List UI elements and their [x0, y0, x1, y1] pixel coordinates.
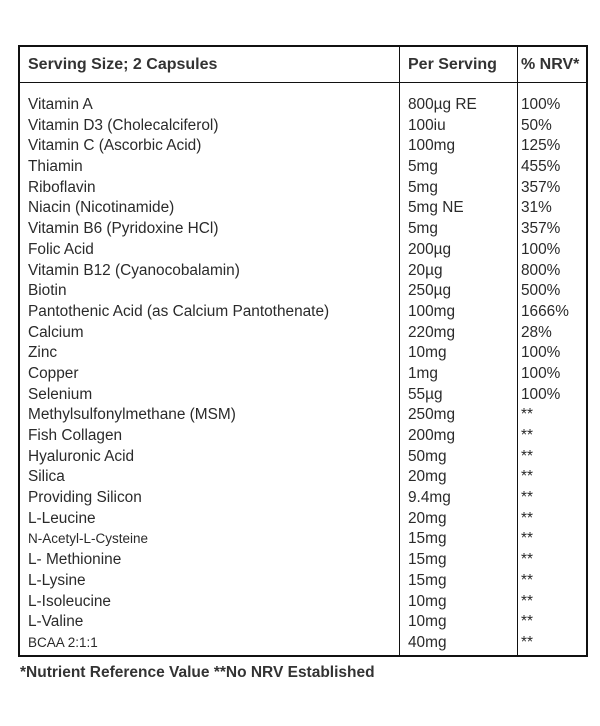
nrv-value: 50% [521, 116, 552, 134]
table-row [20, 612, 586, 633]
nrv-value: ** [521, 530, 533, 548]
per-serving-amount: 1mg [408, 364, 438, 382]
nrv-value: ** [521, 613, 533, 631]
nrv-value: ** [521, 427, 533, 444]
per-serving-amount: 55µg [408, 385, 443, 403]
ingredient-name: Vitamin C (Ascorbic Acid) [28, 137, 202, 155]
ingredient-name: Copper [28, 364, 79, 382]
nrv-value: 100% [521, 364, 561, 382]
table-row [20, 281, 586, 302]
table-row [20, 509, 586, 530]
nrv-value: 357% [521, 220, 561, 238]
ingredient-name: Vitamin D3 (Cholecalciferol) [28, 116, 219, 134]
ingredient-name: Silica [28, 468, 65, 486]
ingredient-name: L-Valine [28, 613, 84, 631]
ingredient-name: Calcium [28, 323, 84, 341]
table-row [20, 488, 586, 509]
table-row [20, 95, 586, 116]
ingredient-name: BCAA 2:1:1 [28, 634, 98, 650]
nrv-value: 455% [521, 158, 561, 176]
table-row [20, 529, 586, 550]
table-row [20, 198, 586, 219]
ingredient-name: Niacin (Nicotinamide) [28, 199, 175, 217]
nrv-value: 500% [521, 282, 561, 300]
per-serving-amount: 50mg [408, 447, 447, 465]
nrv-value: 357% [521, 178, 561, 196]
ingredient-name: Biotin [28, 282, 67, 300]
table-row [20, 178, 586, 199]
nrv-value: 1666% [521, 302, 569, 320]
per-serving-amount: 5mg NE [408, 199, 464, 217]
nrv-value: ** [521, 633, 533, 651]
nrv-value: ** [521, 551, 533, 569]
per-serving-amount: 220mg [408, 323, 456, 341]
nrv-value: ** [521, 571, 533, 589]
ingredient-name: L- Methionine [28, 551, 122, 569]
nutrition-table [18, 45, 588, 657]
table-row [20, 447, 586, 468]
per-serving-amount: 5mg [408, 220, 438, 238]
per-serving-amount: 15mg [408, 551, 447, 569]
table-row [20, 592, 586, 613]
per-serving-amount: 100iu [408, 116, 446, 134]
table-row [20, 261, 586, 282]
nrv-value: ** [521, 509, 533, 527]
table-body [20, 95, 586, 654]
nrv-value: 100% [521, 96, 561, 113]
table-row [20, 467, 586, 488]
header-nrv: % NRV* [521, 56, 580, 73]
nrv-value: 100% [521, 240, 561, 258]
table-row [20, 157, 586, 178]
header-per-serving: Per Serving [408, 56, 497, 73]
nrv-value: ** [521, 468, 533, 486]
ingredient-name: L-Isoleucine [28, 592, 111, 610]
nrv-value: ** [521, 406, 533, 424]
table-row [20, 343, 586, 364]
ingredient-name: Thiamin [28, 158, 83, 176]
ingredient-name: Vitamin A [28, 96, 93, 113]
per-serving-amount: 100mg [408, 137, 456, 155]
ingredient-name: Pantothenic Acid (as Calcium Pantothenate) [28, 302, 330, 320]
per-serving-amount: 250mg [408, 406, 456, 424]
footnote: *Nutrient Reference Value **No NRV Established [20, 664, 375, 681]
table-row [20, 571, 586, 592]
per-serving-amount: 800µg RE [408, 96, 477, 113]
nrv-value: 100% [521, 385, 561, 403]
table-row [20, 116, 586, 137]
ingredient-name: Vitamin B6 (Pyridoxine HCl) [28, 220, 219, 238]
nrv-value: 31% [521, 199, 552, 217]
per-serving-amount: 20mg [408, 468, 447, 486]
table-row [20, 240, 586, 261]
table-row [20, 550, 586, 571]
ingredient-name: Folic Acid [28, 240, 94, 258]
per-serving-amount: 200µg [408, 240, 452, 258]
ingredient-name: Selenium [28, 385, 93, 403]
per-serving-amount: 5mg [408, 158, 438, 176]
table-row [20, 426, 586, 447]
header-serving-size: Serving Size; 2 Capsules [28, 56, 218, 73]
per-serving-amount: 200mg [408, 427, 456, 444]
table-row [20, 405, 586, 426]
table-row [20, 364, 586, 385]
nrv-value: ** [521, 592, 533, 610]
table-row [20, 302, 586, 323]
nrv-value: 100% [521, 344, 561, 362]
per-serving-amount: 250µg [408, 282, 452, 300]
per-serving-amount: 20µg [408, 261, 443, 279]
per-serving-amount: 100mg [408, 302, 456, 320]
nrv-value: 28% [521, 323, 552, 341]
ingredient-name: L-Lysine [28, 571, 86, 589]
per-serving-amount: 10mg [408, 613, 447, 631]
per-serving-amount: 15mg [408, 530, 447, 548]
per-serving-amount: 40mg [408, 633, 447, 651]
per-serving-amount: 10mg [408, 344, 447, 362]
ingredient-name: Zinc [28, 344, 58, 362]
table-row [20, 136, 586, 157]
per-serving-amount: 20mg [408, 509, 447, 527]
table-row [20, 323, 586, 344]
ingredient-name: Hyaluronic Acid [28, 447, 135, 465]
ingredient-name: Riboflavin [28, 178, 96, 196]
per-serving-amount: 5mg [408, 178, 438, 196]
ingredient-name: N-Acetyl-L-Cysteine [28, 531, 149, 547]
table-row [20, 385, 586, 406]
table-row [20, 219, 586, 240]
ingredient-name: Methylsulfonylmethane (MSM) [28, 406, 236, 424]
nrv-value: ** [521, 489, 533, 507]
table-row [20, 633, 586, 654]
per-serving-amount: 15mg [408, 571, 447, 589]
header-divider [20, 82, 586, 83]
ingredient-name: Providing Silicon [28, 489, 142, 507]
per-serving-amount: 10mg [408, 592, 447, 610]
per-serving-amount: 9.4mg [408, 489, 451, 507]
ingredient-name: Fish Collagen [28, 427, 123, 444]
ingredient-name: Vitamin B12 (Cyanocobalamin) [28, 261, 240, 279]
nrv-value: 800% [521, 261, 561, 279]
nrv-value: 125% [521, 137, 561, 155]
nrv-value: ** [521, 447, 533, 465]
ingredient-name: L-Leucine [28, 509, 96, 527]
